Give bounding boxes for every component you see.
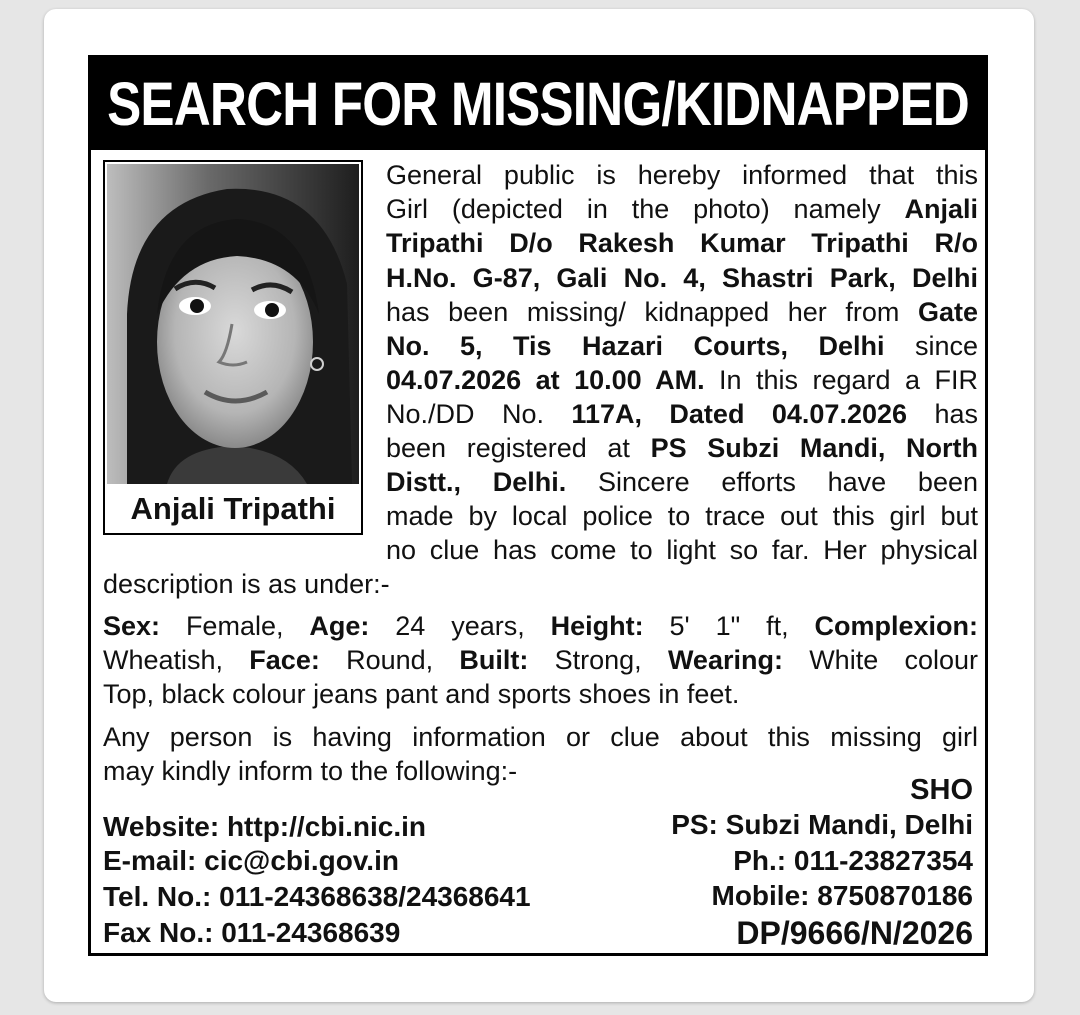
text-run: General public is hereby informed that this bbox=[386, 160, 978, 190]
text-run: Any person is having information or clue about this missing girl bbox=[103, 722, 978, 752]
text-line bbox=[386, 158, 978, 192]
text-run: made by local police to trace out this girl but bbox=[386, 501, 978, 531]
bold-text: Wearing: bbox=[667, 645, 783, 675]
notice-title: SEARCH FOR MISSING/KIDNAPPED bbox=[107, 70, 969, 138]
bold-text: Tripathi D/o Rakesh Kumar Tripathi R/o bbox=[386, 228, 978, 258]
text-line bbox=[386, 261, 978, 295]
text-run: 5' 1" ft, bbox=[643, 611, 815, 641]
text-run: has bbox=[907, 399, 978, 429]
bold-text: 117A, Dated 04.07.2026 bbox=[571, 399, 908, 429]
missing-person-photo bbox=[107, 164, 359, 484]
text-run: 24 years, bbox=[369, 611, 551, 641]
text-line bbox=[103, 677, 978, 711]
text-run: Top, black colour jeans pant and sports shoes in feet. bbox=[103, 679, 740, 709]
text-run: Girl (depicted in the photo) namely bbox=[386, 194, 905, 224]
text-run: been registered at bbox=[386, 433, 651, 463]
email-line: E-mail: cic@cbi.gov.in bbox=[103, 845, 399, 876]
text-run: description is as under:- bbox=[103, 569, 390, 599]
text-run: Wheatish, bbox=[103, 645, 250, 675]
text-line bbox=[386, 226, 978, 260]
text-line bbox=[386, 363, 978, 397]
website-line: Website: http://cbi.nic.in bbox=[103, 811, 427, 842]
phone-line: Ph.: 011-23827354 bbox=[733, 845, 973, 876]
text-line bbox=[386, 295, 978, 329]
text-line bbox=[386, 431, 978, 465]
text-run: White colour bbox=[782, 645, 978, 675]
text-run: No./DD No. bbox=[386, 399, 572, 429]
text-run: since bbox=[884, 331, 978, 361]
text-line bbox=[103, 609, 978, 643]
text-line bbox=[103, 643, 978, 677]
bold-text: Complexion: bbox=[814, 611, 978, 641]
bold-text: Anjali bbox=[904, 194, 978, 224]
text-line bbox=[103, 754, 978, 788]
sho-designation: SHO bbox=[910, 774, 973, 806]
text-line bbox=[386, 465, 978, 499]
text-run: In this regard a FIR bbox=[704, 365, 978, 395]
text-line bbox=[386, 533, 978, 567]
dp-number: DP/9666/N/2026 bbox=[736, 915, 973, 951]
bold-text: H.No. G-87, Gali No. 4, Shastri Park, Delhi bbox=[386, 263, 978, 293]
bold-text: No. 5, Tis Hazari Courts, Delhi bbox=[386, 331, 885, 361]
text-line bbox=[103, 567, 978, 601]
title-banner bbox=[91, 58, 985, 150]
text-run: Strong, bbox=[528, 645, 668, 675]
text-line bbox=[386, 329, 978, 363]
text-run: Sincere efforts have been bbox=[566, 467, 978, 497]
bold-text: 04.07.2026 at 10.00 AM. bbox=[386, 365, 705, 395]
photo-frame bbox=[103, 160, 363, 535]
text-run: Female, bbox=[160, 611, 310, 641]
police-station: PS: Subzi Mandi, Delhi bbox=[671, 809, 973, 840]
text-run: no clue has come to light so far. Her physical bbox=[386, 535, 978, 565]
photo-caption: Anjali Tripathi bbox=[130, 491, 336, 526]
text-run: may kindly inform to the following:- bbox=[103, 756, 518, 786]
tel-line: Tel. No.: 011-24368638/24368641 bbox=[103, 881, 531, 912]
bold-text: Age: bbox=[309, 611, 370, 641]
text-line bbox=[386, 192, 978, 226]
fax-line: Fax No.: 011-24368639 bbox=[103, 917, 401, 948]
bold-text: Distt., Delhi. bbox=[386, 467, 567, 497]
missing-person-notice bbox=[88, 55, 988, 956]
text-run: has been missing/ kidnapped her from bbox=[386, 297, 918, 327]
bold-text: Gate bbox=[917, 297, 978, 327]
bold-text: PS Subzi Mandi, North bbox=[650, 433, 978, 463]
text-line bbox=[386, 397, 978, 431]
text-line bbox=[103, 720, 978, 754]
bold-text: Height: bbox=[550, 611, 644, 641]
bold-text: Built: bbox=[459, 645, 529, 675]
text-line bbox=[386, 499, 978, 533]
bold-text: Face: bbox=[249, 645, 320, 675]
mobile-line: Mobile: 8750870186 bbox=[711, 880, 973, 911]
bold-text: Sex: bbox=[103, 611, 161, 641]
text-run: Round, bbox=[319, 645, 460, 675]
